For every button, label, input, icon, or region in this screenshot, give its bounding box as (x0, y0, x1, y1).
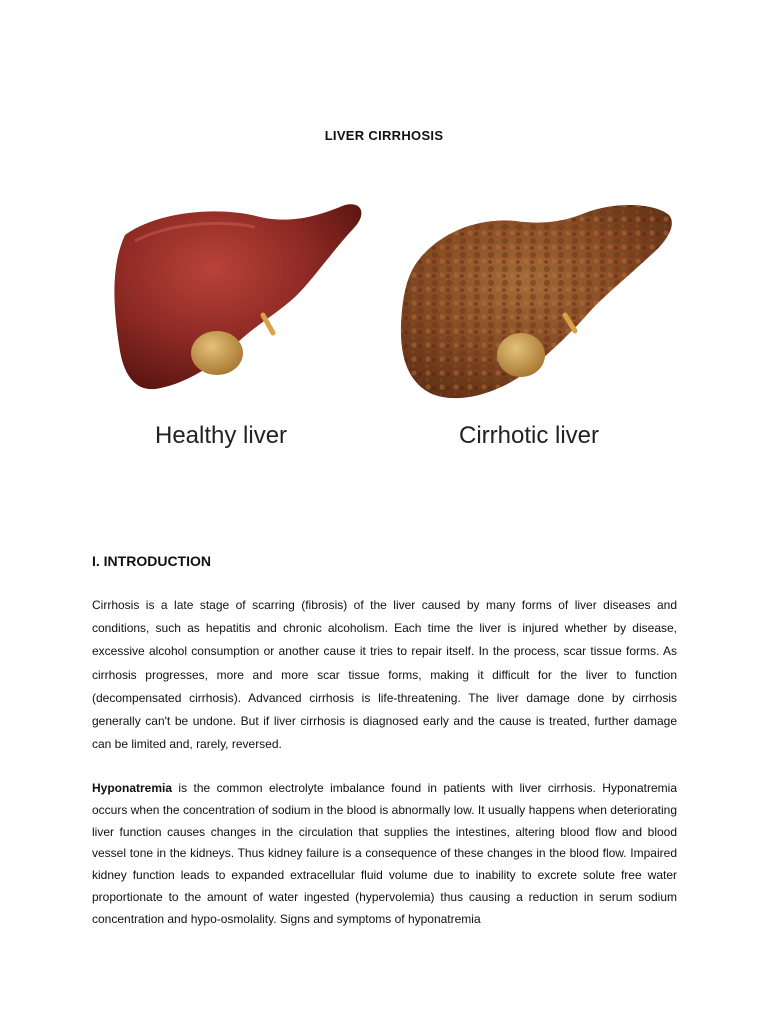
hyponatremia-paragraph (92, 778, 677, 931)
section-heading: I. INTRODUCTION (92, 553, 211, 569)
liver-comparison-figure (95, 195, 685, 465)
intro-paragraph: Cirrhosis is a late stage of scarring (fibrosis) of the liver caused by many forms of liver diseases and conditions, such as hepatitis and chronic alcoholism. Each time the liver is injured whether by disease, excessive alcohol consumption or another cause it tries to repair itself. In the process, scar tissue forms. As cirrhosis progresses, more and more scar tissue forms, making it difficult for the liver to function (decompensated cirrhosis). Advanced cirrhosis is life-threatening. The liver damage done by cirrhosis generally can't be undone. But if liver cirrhosis is diagnosed early and the cause is treated, further damage can be limited and, rarely, reversed. (92, 598, 677, 752)
hyponatremia-text: is the common electrolyte imbalance found in patients with liver cirrhosis. Hyponatremia occurs when the concentration of sodium in the blood is abnormally low. It usually happens when deteriorating liver function causes changes in the circulation that supplies the intestines, altering blood flow and blood vessel tone in the kidneys. Thus kidney failure is a consequence of these changes in the blood flow. Impaired kidney function leads to expanded extracellular fluid volume due to inability to excrete solute free water proportionate to the amount of water ingested (hypervolemia) thus causing a reduction in serum sodium concentration and hypo-osmolality. Signs and symptoms of hyponatremia (92, 781, 677, 926)
hyponatremia-term: Hyponatremia (92, 781, 173, 795)
cirrhotic-liver-caption: Cirrhotic liver (459, 422, 600, 449)
healthy-liver-image (114, 204, 361, 389)
cirrhotic-liver-image (401, 205, 672, 398)
document-title: LIVER CIRRHOSIS (324, 128, 444, 143)
healthy-liver-caption: Healthy liver (155, 422, 288, 449)
